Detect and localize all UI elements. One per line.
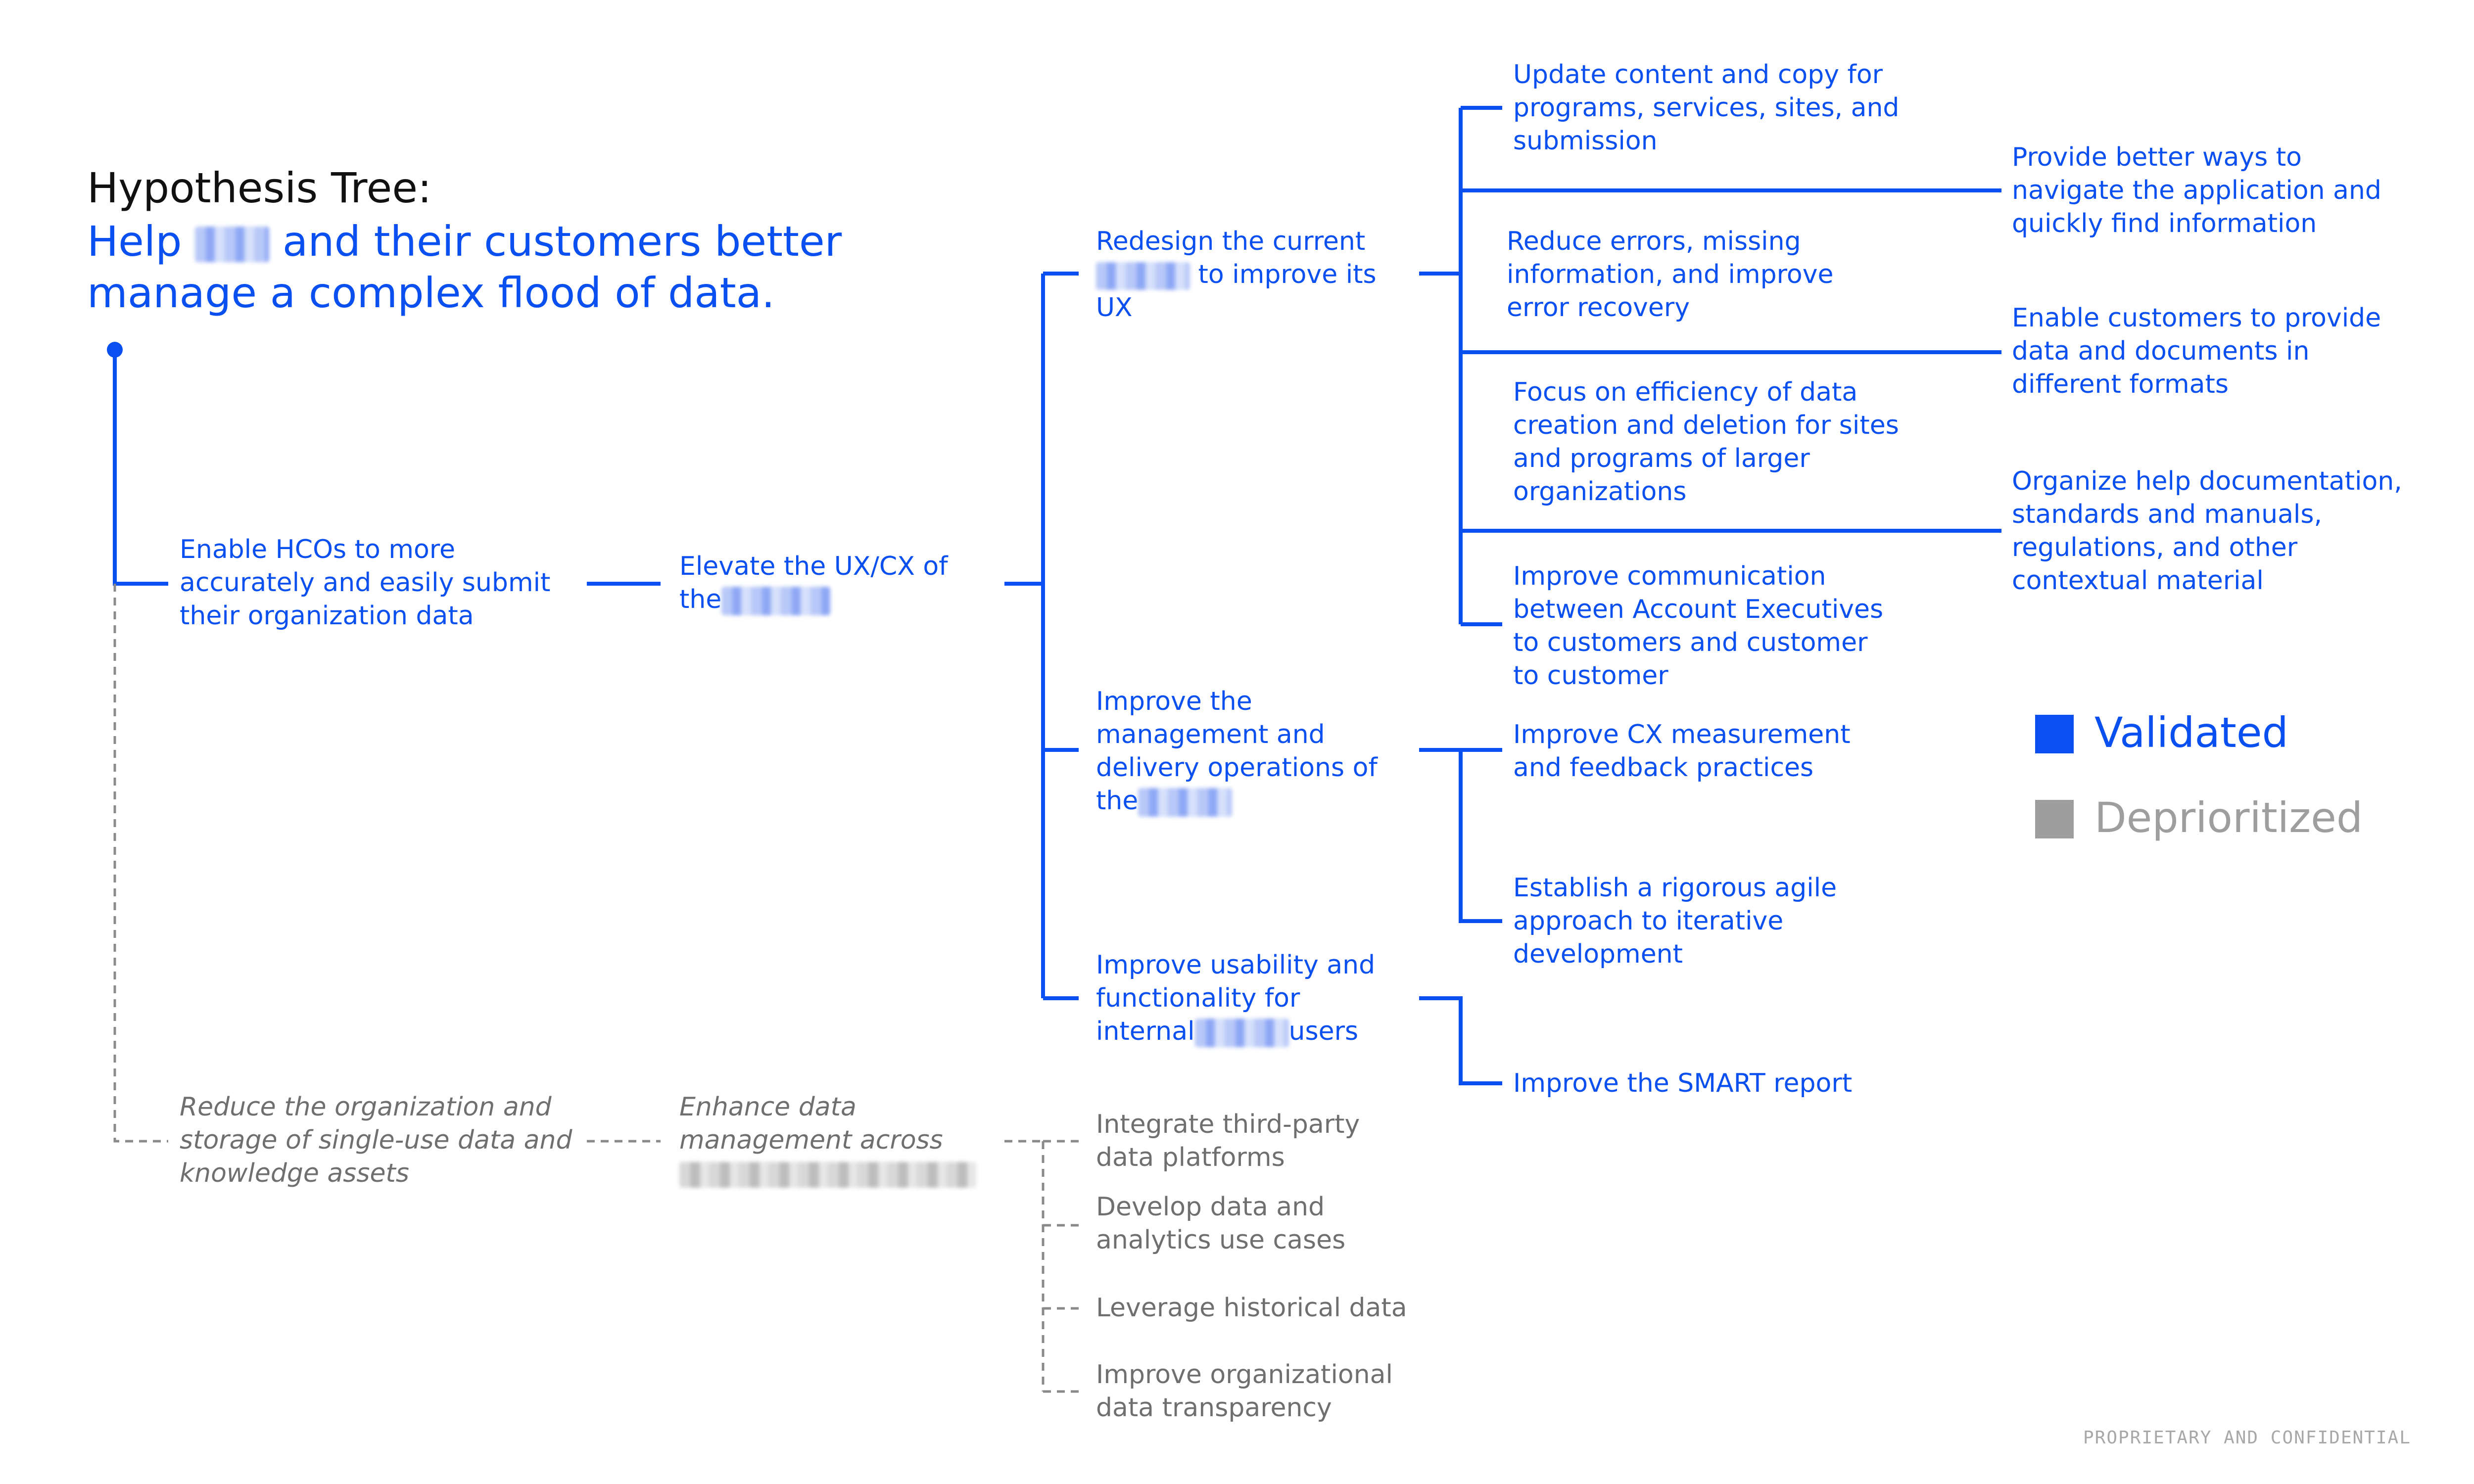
redacted-org-name [195,227,269,262]
root-to-reduce-connector [115,584,168,1141]
redacted-system-name [1096,262,1190,290]
node-redesign: Redesign the current to improve its UX [1096,227,1377,323]
node-enable-formats: Enable customers to provide data and documents in different formats [2012,303,2381,399]
deprioritized-connectors [115,584,1079,1391]
node-improve-management: Improve the management and delivery operations of the [1096,687,1378,816]
legend-deprioritized-swatch [2035,800,2074,838]
redacted-org-name [679,1162,976,1188]
redacted-org-name [1195,1019,1289,1047]
node-organize-help: Organize help documentation, standards and manuals, regulations, and other contextual material [2012,466,2402,596]
redacted-system-name [1138,788,1232,817]
node-improve-cx: Improve CX measurement and feedback practices [1513,720,1851,783]
mgmt-trunk [1461,750,1502,921]
redacted-system-name [721,587,830,615]
node-leverage-historical: Leverage historical data [1096,1293,1407,1323]
node-enable-hcos: Enable HCOs to more accurately and easily submit their organization data [180,535,551,631]
node-update-content: Update content and copy for programs, services, sites, and submission [1513,60,1900,156]
node-improve-communication: Improve communication between Account Executives to customers and customer to customer [1513,561,1884,691]
node-elevate-ux: Elevate the UX/CX of the [679,552,948,614]
usability-to-smart [1419,998,1502,1083]
legend-validated-label: Validated [2094,708,2288,757]
node-integrate-platforms: Integrate third-party data platforms [1096,1110,1360,1172]
subtitle-part2: and their customers better [282,217,842,266]
node-focus-efficiency: Focus on efficiency of data creation and deletion for sites and programs of larger organizations [1513,377,1899,507]
node-enhance-data: Enhance data management across [679,1091,976,1190]
node-reduce-organization: Reduce the organization and storage of single-use data and knowledge assets [180,1092,572,1188]
root-to-enable-connector [115,350,168,584]
node-establish-agile: Establish a rigorous agile approach to iterative development [1513,873,1837,969]
node-improve-transparency: Improve organizational data transparency [1096,1360,1393,1423]
node-improve-smart: Improve the SMART report [1513,1068,1853,1098]
confidential-footer: PROPRIETARY AND CONFIDENTIAL [2083,1428,2411,1448]
node-reduce-errors: Reduce errors, missing information, and improve error recovery [1507,227,1834,323]
node-develop-analytics: Develop data and analytics use cases [1096,1192,1346,1255]
legend-validated-swatch [2035,715,2074,753]
page-title: Hypothesis Tree: [87,164,432,212]
subtitle-line2: manage a complex flood of data. [87,269,775,317]
page-subtitle [87,216,842,319]
subtitle-part1: Help [87,217,182,266]
node-improve-usability: Improve usability and functionality for internal users [1096,950,1376,1046]
node-provide-navigation: Provide better ways to navigate the application and quickly find information [2012,142,2381,238]
legend-deprioritized-label: Deprioritized [2094,793,2363,842]
